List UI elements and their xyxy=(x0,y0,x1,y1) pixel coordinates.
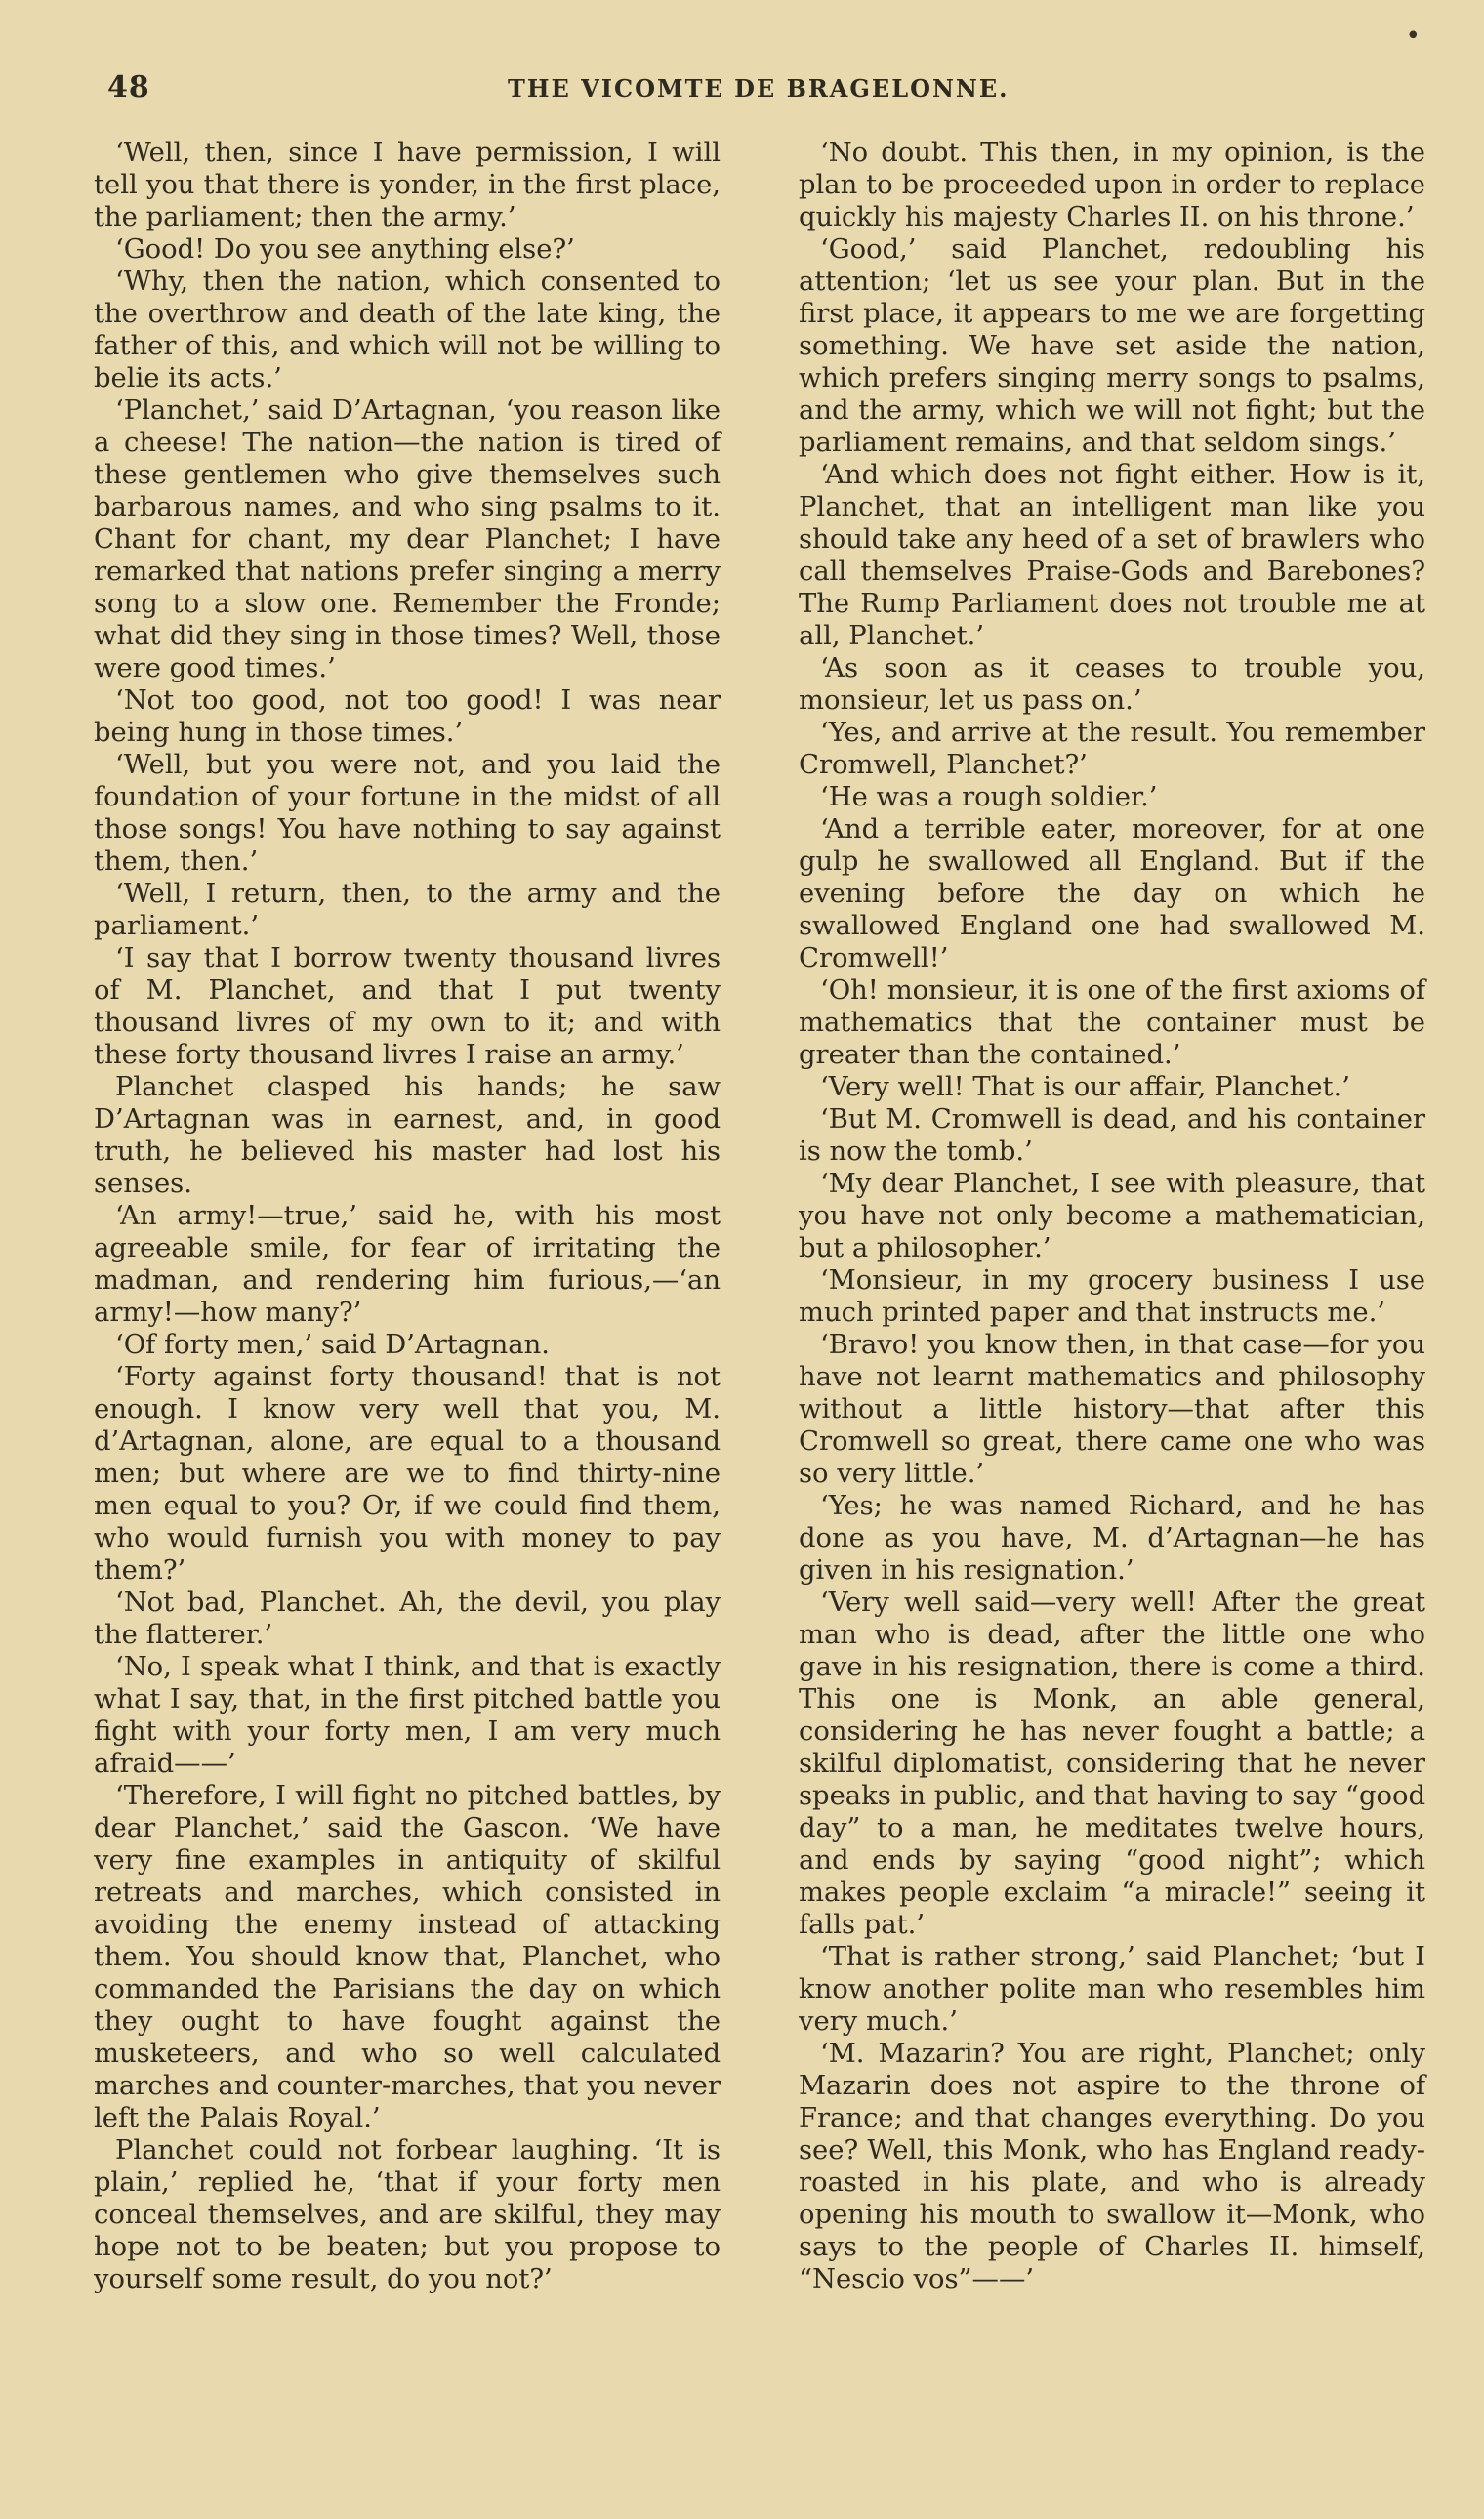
paragraph: ‘But M. Cromwell is dead, and his container is now the tomb.’ xyxy=(799,1104,1425,1167)
paragraph: ‘Of forty men,’ said D’Artagnan. xyxy=(115,1330,550,1360)
paragraph: ‘Well, but you were not, and you laid the foundation of your fortune in the midst of all those songs! You have nothing to say against them, then.’ xyxy=(94,750,721,877)
paragraph: ‘And a terrible eater, moreover, for at one gulp he swallowed all England. But if the evening before the day on which he swallowed England one had swallowed M. Cromwell!’ xyxy=(799,814,1425,973)
page-header xyxy=(107,21,1421,109)
paragraph: ‘Oh! monsieur, it is one of the first axioms of mathematics that the container must be greater than the contained.’ xyxy=(799,975,1425,1070)
paragraph: ‘That is rather strong,’ said Planchet; ‘but I know another polite man who resembles him very much.’ xyxy=(799,1942,1425,2037)
paragraph: Planchet clasped his hands; he saw D’Artagnan was in earnest, and, in good truth, he believed his master had lost his senses. xyxy=(94,1072,721,1199)
paragraph: ‘Forty against forty thousand! that is not enough. I know very well that you, M. d’Artagnan, alone, are equal to a thousand men; but where are we to find thirty-nine men equal to you? Or, if we could find them, who would furnish you with money to pay them?’ xyxy=(94,1362,721,1586)
page-number: 48 xyxy=(107,70,150,104)
paragraph: ‘And which does not fight either. How is it, Planchet, that an intelligent man like you should take any heed of a set of brawlers who call themselves Praise-Gods and Barebones? The Rump Parliament does not trouble me at all, Planchet.’ xyxy=(799,460,1425,651)
paragraph: ‘Yes, and arrive at the result. You remember Cromwell, Planchet?’ xyxy=(799,718,1425,780)
paragraph: ‘Bravo! you know then, in that case—for you have not learnt mathematics and philosophy without a little history—that after this Cromwell so great, there came one who was so very little.’ xyxy=(799,1330,1425,1489)
left-column xyxy=(94,137,721,2295)
paragraph: ‘Very well said—very well! After the great man who is dead, after the little one who gave in his resignation, there is come a third. This one is Monk, an able general, considering he has never fought a battle; a skilful diplomatist, considering that he never speaks in public, and that having to say “good day” to a man, he meditates twelve hours, and ends by saying “good night”; which makes people exclaim “a miracle!” seeing it falls pat.’ xyxy=(799,1588,1425,1940)
paragraph: ‘Good,’ said Planchet, redoubling his attention; ‘let us see your plan. But in the first place, it appears to me we are forgetting something. We have set aside the nation, which prefers singing merry songs to psalms, and the army, which we will not fight; but the parliament remains, and that seldom sings.’ xyxy=(799,234,1425,458)
running-title: THE VICOMTE DE BRAGELONNE. xyxy=(508,74,1010,103)
paragraph: ‘Well, I return, then, to the army and the parliament.’ xyxy=(94,879,721,941)
right-column xyxy=(799,137,1425,2295)
paragraph: ‘An army!—true,’ said he, with his most agreeable smile, for fear of irritating the madman, and rendering him furious,—‘an army!—how many?’ xyxy=(94,1201,721,1328)
paragraph: ‘Therefore, I will fight no pitched battles, by dear Planchet,’ said the Gascon. ‘We have very fine examples in antiquity of skilful retreats and marches, which consisted in avoiding the enemy instead of attacking them. You should know that, Planchet, who commanded the Parisians the day on which they ought to have fought against the musketeers, and who so well calculated marches and counter-marches, that you never left the Palais Royal.’ xyxy=(94,1781,721,2133)
paragraph: ‘As soon as it ceases to trouble you, monsieur, let us pass on.’ xyxy=(799,653,1425,716)
paragraph: ‘He was a rough soldier.’ xyxy=(820,782,1158,812)
paragraph: ‘Good! Do you see anything else?’ xyxy=(115,234,575,265)
paragraph: ‘M. Mazarin? You are right, Planchet; only Mazarin does not aspire to the throne of France; and that changes everything. Do you see? Well, this Monk, who has England ready-roasted in his plate, and who is already opening his mouth to swallow it—Monk, who says to the people of Charles II. himself, “Nescio vos”——’ xyxy=(799,2039,1425,2294)
paragraph: Planchet could not forbear laughing. ‘It is plain,’ replied he, ‘that if your forty men conceal themselves, and are skilful, they may hope not to be beaten; but you propose to yourself some result, do you not?’ xyxy=(94,2135,721,2294)
paragraph: ‘Yes; he was named Richard, and he has done as you have, M. d’Artagnan—he has given in his resignation.’ xyxy=(799,1491,1425,1586)
paragraph: ‘Planchet,’ said D’Artagnan, ‘you reason like a cheese! The nation—the nation is tired of these gentlemen who give themselves such barbarous names, and who sing psalms to it. Chant for chant, my dear Planchet; I have remarked that nations prefer singing a merry song to a slow one. Remember the Fronde; what did they sing in those times? Well, those were good times.’ xyxy=(94,395,721,683)
paragraph: ‘Not too good, not too good! I was near being hung in those times.’ xyxy=(94,685,721,748)
paragraph: ‘Why, then the nation, which consented to the overthrow and death of the late king, the father of this, and which will not be willing to belie its acts.’ xyxy=(94,267,721,393)
paragraph: ‘Monsieur, in my grocery business I use much printed paper and that instructs me.’ xyxy=(799,1265,1425,1328)
paragraph: ‘No, I speak what I think, and that is exactly what I say, that, in the first pitched battle you fight with your forty men, I am very much afraid——’ xyxy=(94,1652,721,1779)
corner-mark: • xyxy=(1405,21,1421,51)
paragraph: ‘Very well! That is our affair, Planchet.’ xyxy=(820,1072,1350,1102)
paragraph: ‘My dear Planchet, I see with pleasure, that you have not only become a mathematician, but a philosopher.’ xyxy=(799,1169,1425,1263)
paragraph: ‘No doubt. This then, in my opinion, is the plan to be proceeded upon in order to replace quickly his majesty Charles II. on his throne.’ xyxy=(799,138,1425,232)
paragraph: ‘Well, then, since I have permission, I will tell you that there is yonder, in the first place, the parliament; then the army.’ xyxy=(94,138,721,232)
paragraph: ‘Not bad, Planchet. Ah, the devil, you play the flatterer.’ xyxy=(94,1588,721,1650)
paragraph: ‘I say that I borrow twenty thousand livres of M. Planchet, and that I put twenty thousand livres of my own to it; and with these forty thousand livres I raise an army.’ xyxy=(94,943,721,1070)
